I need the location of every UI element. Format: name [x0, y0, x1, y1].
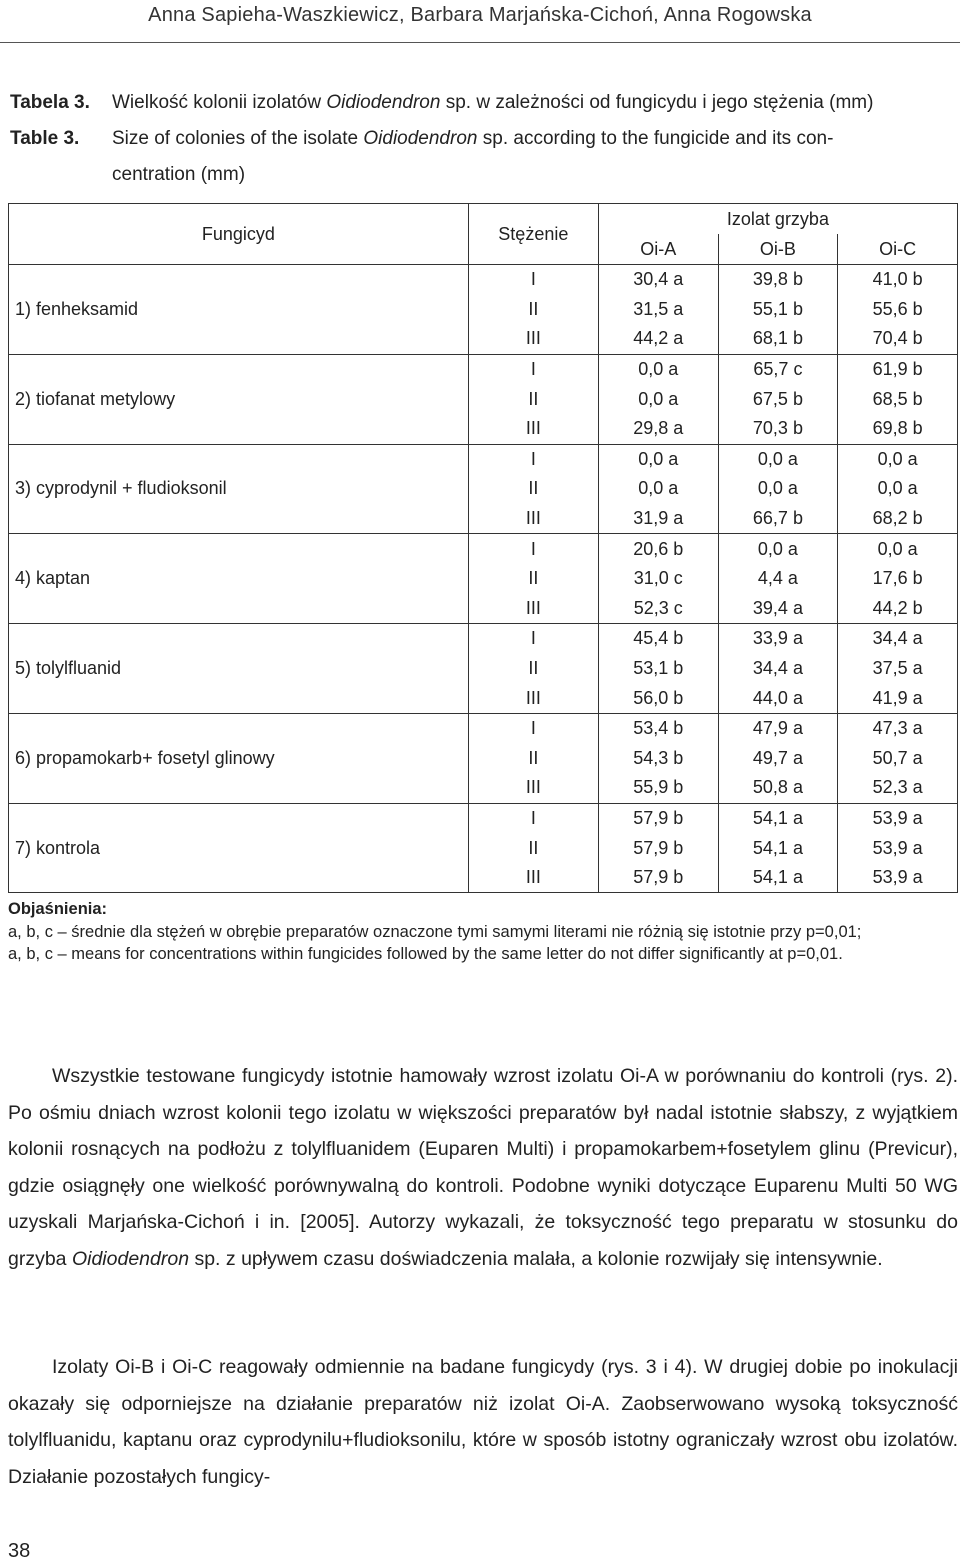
body-paragraph-2: Izolaty Oi-B i Oi-C reagowały odmiennie na badane fungicydy (rys. 3 i 4). W drugiej dobie po inokulacji okazały się odporniejsze na działanie preparatów niż izolat Oi-A. Zaobserwowano wysoką toksyczność tolylfluanidu, kaptanu oraz cyprodynilu+fludioksonilu, które w sposób istotny ograniczały wzrost obu izolatów. Działanie pozostałych fungicy- — [8, 1356, 958, 1488]
fungicide-name: 5) tolylfluanid — [9, 624, 469, 714]
value-oi-a: 56,0 b — [598, 683, 718, 713]
value-oi-a: 30,4 a — [598, 265, 718, 295]
value-oi-a: 31,5 a — [598, 295, 718, 325]
value-oi-b: 0,0 a — [718, 444, 838, 474]
value-oi-b: 0,0 a — [718, 534, 838, 564]
value-oi-b: 55,1 b — [718, 295, 838, 325]
fungicide-name: 4) kaptan — [9, 534, 469, 624]
notes-title: Objaśnienia: — [8, 900, 108, 918]
header-isolate-a: Oi-A — [598, 234, 718, 265]
value-oi-a: 0,0 a — [598, 384, 718, 414]
concentration-cell: II — [468, 564, 598, 594]
concentration-cell: III — [468, 324, 598, 354]
concentration-cell: I — [468, 803, 598, 833]
value-oi-b: 50,8 a — [718, 773, 838, 803]
value-oi-b: 67,5 b — [718, 384, 838, 414]
concentration-cell: III — [468, 414, 598, 444]
value-oi-a: 53,1 b — [598, 654, 718, 684]
header-fungicide: Fungicyd — [9, 204, 469, 265]
fungicide-name: 2) tiofanat metylowy — [9, 354, 469, 444]
notes-line-en: a, b, c – means for concentrations within fungicides followed by the same letter do not differ significantly at p=0,01. — [8, 945, 843, 963]
value-oi-b: 39,8 b — [718, 265, 838, 295]
fungicide-name: 1) fenheksamid — [9, 265, 469, 355]
value-oi-a: 55,9 b — [598, 773, 718, 803]
value-oi-c: 50,7 a — [838, 744, 958, 774]
value-oi-b: 47,9 a — [718, 713, 838, 743]
concentration-cell: III — [468, 683, 598, 713]
value-oi-b: 39,4 a — [718, 594, 838, 624]
fungicide-name: 6) propamokarb+ fosetyl glinowy — [9, 713, 469, 803]
table-body — [9, 265, 958, 893]
value-oi-a: 57,9 b — [598, 833, 718, 863]
value-oi-c: 17,6 b — [838, 564, 958, 594]
concentration-cell: II — [468, 384, 598, 414]
value-oi-b: 4,4 a — [718, 564, 838, 594]
value-oi-b: 44,0 a — [718, 683, 838, 713]
value-oi-b: 70,3 b — [718, 414, 838, 444]
running-header: Anna Sapieha-Waszkiewicz, Barbara Marjańska-Cichoń, Anna Rogowska — [148, 4, 812, 26]
concentration-cell: II — [468, 295, 598, 325]
caption-text-pl: Wielkość kolonii izolatów Oidiodendron sp. w zależności od fungicydu i jego stężenia (mm) — [112, 92, 874, 113]
value-oi-a: 0,0 a — [598, 474, 718, 504]
table-row — [9, 444, 958, 474]
notes-line-pl: a, b, c – średnie dla stężeń w obrębie preparatów oznaczone tymi samymi literami nie różnią się istotnie przy p=0,01; — [8, 922, 862, 941]
header-concentration: Stężenie — [468, 204, 598, 265]
concentration-cell: III — [468, 594, 598, 624]
concentration-cell: I — [468, 534, 598, 564]
table-row — [9, 713, 958, 743]
concentration-cell: I — [468, 713, 598, 743]
value-oi-c: 41,9 a — [838, 683, 958, 713]
concentration-cell: I — [468, 624, 598, 654]
value-oi-a: 52,3 c — [598, 594, 718, 624]
concentration-cell: I — [468, 265, 598, 295]
value-oi-c: 41,0 b — [838, 265, 958, 295]
table-notes — [8, 898, 958, 966]
concentration-cell: III — [468, 773, 598, 803]
value-oi-b: 34,4 a — [718, 654, 838, 684]
value-oi-b: 0,0 a — [718, 474, 838, 504]
value-oi-a: 20,6 b — [598, 534, 718, 564]
value-oi-c: 0,0 a — [838, 444, 958, 474]
table-row — [9, 534, 958, 564]
page-number: 38 — [8, 1540, 31, 1562]
value-oi-b: 54,1 a — [718, 863, 838, 893]
value-oi-b: 66,7 b — [718, 504, 838, 534]
value-oi-a: 31,9 a — [598, 504, 718, 534]
body-paragraph-1: Wszystkie testowane fungicydy istotnie hamowały wzrost izolatu Oi-A w porównaniu do kontroli (rys. 2). Po ośmiu dniach wzrost kolonii tego izolatu w większości preparatów był nadal istotnie słabszy, z wyjątkiem kolonii rosnących na podłożu z tolylfluanidem (Euparen Multi) i propamokarbem+fosetylem glinu (Previcur), gdzie osiągnęły one wielkość porównywalną do kontroli. Podobne wyniki dotyczące Euparenu Multi 50 WG uzyskali Marjańska-Cichoń i in. [2005]. Autorzy wykazali, że toksyczność tego preparatu w stosunku do grzyba Oidiodendron sp. z upływem czasu doświadczenia malała, a kolonie rozwijały się intensywnie. — [8, 1065, 958, 1270]
value-oi-a: 31,0 c — [598, 564, 718, 594]
value-oi-c: 53,9 a — [838, 803, 958, 833]
caption-label-pl: Tabela 3. — [10, 92, 90, 113]
concentration-cell: II — [468, 654, 598, 684]
value-oi-c: 68,5 b — [838, 384, 958, 414]
value-oi-b: 54,1 a — [718, 803, 838, 833]
value-oi-c: 70,4 b — [838, 324, 958, 354]
value-oi-a: 57,9 b — [598, 803, 718, 833]
value-oi-a: 57,9 b — [598, 863, 718, 893]
value-oi-c: 0,0 a — [838, 534, 958, 564]
value-oi-c: 44,2 b — [838, 594, 958, 624]
value-oi-b: 68,1 b — [718, 324, 838, 354]
value-oi-c: 68,2 b — [838, 504, 958, 534]
value-oi-a: 53,4 b — [598, 713, 718, 743]
concentration-cell: II — [468, 474, 598, 504]
value-oi-c: 37,5 a — [838, 654, 958, 684]
header-isolate-group: Izolat grzyba — [598, 204, 957, 235]
concentration-cell: I — [468, 444, 598, 474]
concentration-cell: II — [468, 833, 598, 863]
table-row — [9, 265, 958, 295]
results-table — [8, 203, 958, 893]
value-oi-c: 61,9 b — [838, 354, 958, 384]
header-rule — [0, 42, 960, 43]
value-oi-b: 54,1 a — [718, 833, 838, 863]
caption-label-en: Table 3. — [10, 128, 80, 149]
value-oi-c: 55,6 b — [838, 295, 958, 325]
fungicide-name: 3) cyprodynil + fludioksonil — [9, 444, 469, 534]
value-oi-b: 33,9 a — [718, 624, 838, 654]
table-row — [9, 624, 958, 654]
value-oi-c: 34,4 a — [838, 624, 958, 654]
fungicide-name: 7) kontrola — [9, 803, 469, 893]
concentration-cell: III — [468, 504, 598, 534]
table-row — [9, 803, 958, 833]
value-oi-c: 47,3 a — [838, 713, 958, 743]
concentration-cell: III — [468, 863, 598, 893]
value-oi-c: 52,3 a — [838, 773, 958, 803]
table-row — [9, 354, 958, 384]
value-oi-a: 29,8 a — [598, 414, 718, 444]
concentration-cell: I — [468, 354, 598, 384]
header-isolate-b: Oi-B — [718, 234, 838, 265]
value-oi-b: 49,7 a — [718, 744, 838, 774]
value-oi-c: 53,9 a — [838, 863, 958, 893]
caption-text-en: Size of colonies of the isolate Oidiodendron sp. according to the fungicide and its con- — [112, 128, 834, 149]
value-oi-a: 44,2 a — [598, 324, 718, 354]
concentration-cell: II — [468, 744, 598, 774]
header-isolate-c: Oi-C — [838, 234, 958, 265]
value-oi-a: 0,0 a — [598, 444, 718, 474]
value-oi-c: 0,0 a — [838, 474, 958, 504]
value-oi-c: 69,8 b — [838, 414, 958, 444]
value-oi-b: 65,7 c — [718, 354, 838, 384]
value-oi-c: 53,9 a — [838, 833, 958, 863]
value-oi-a: 54,3 b — [598, 744, 718, 774]
value-oi-a: 0,0 a — [598, 354, 718, 384]
value-oi-a: 45,4 b — [598, 624, 718, 654]
